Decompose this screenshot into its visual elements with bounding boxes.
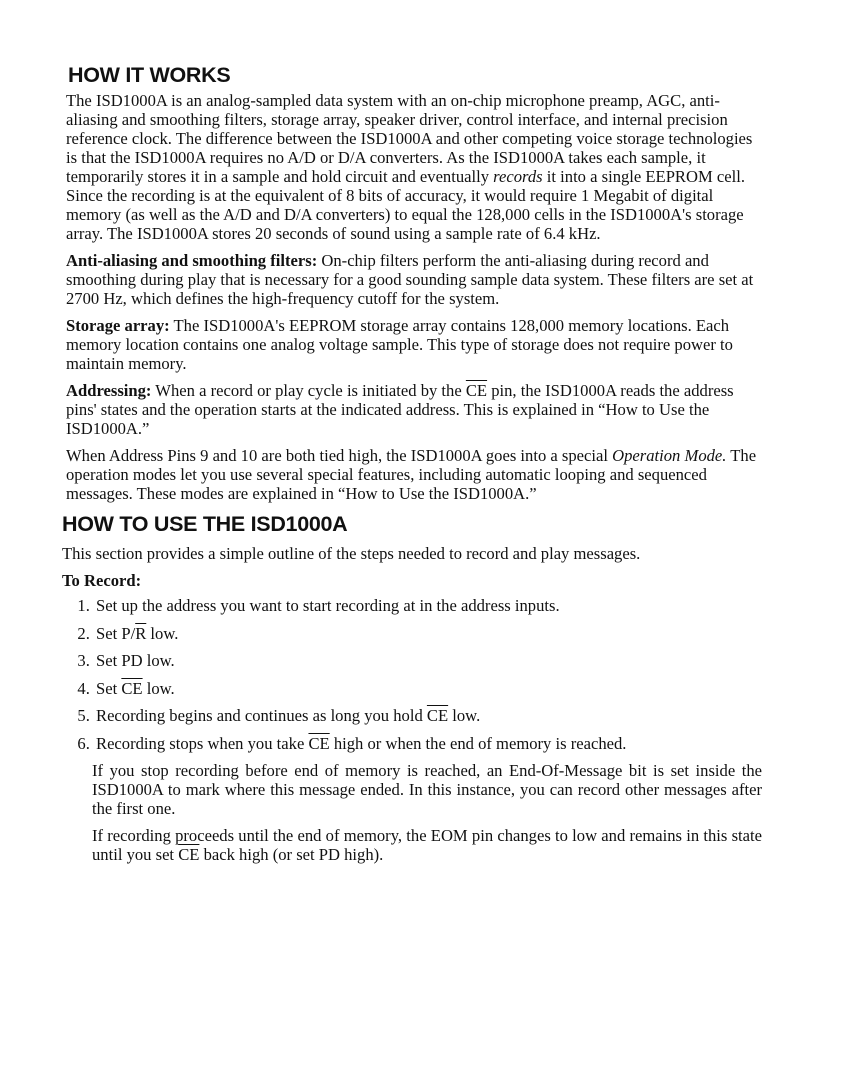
step-2-text-a: Set P/ bbox=[96, 623, 136, 643]
step-4-text-a: Set bbox=[96, 678, 122, 698]
step-6-text-a: Recording stops when you take bbox=[96, 733, 309, 753]
ce-pin-label: $\overline{CE}$ bbox=[121, 678, 143, 698]
ce-pin-label: $\overline{CE}$ bbox=[178, 845, 200, 864]
how-to-use-intro: This section provides a simple outline of the steps needed to record and play messages. bbox=[62, 544, 641, 563]
filters-term: Anti-aliasing and smoothing filters: bbox=[66, 251, 318, 270]
filters-text: On-chip filters perform the anti-aliasing during record and smoothing during play that is necessary for a good sounding sample data system. These filters are set at 2700 Hz, which defines the high-frequency cutoff for the system. bbox=[66, 251, 754, 308]
record-steps-list bbox=[62, 596, 762, 753]
storage-text: The ISD1000A's EEPROM storage array contains 128,000 memory locations. Each memory location contains one analog voltage sample. This type of storage does not require power to maintain memory. bbox=[66, 316, 733, 373]
step-5-text-c: low. bbox=[448, 706, 481, 725]
list-item bbox=[94, 679, 762, 698]
r-pin-label: $\overline{R}$ bbox=[135, 623, 147, 643]
addressing-term: Addressing: bbox=[66, 381, 152, 400]
step-1-text: Set up the address you want to start recording at in the address inputs. bbox=[96, 596, 560, 615]
note2-text-1: If recording proceeds until the end of memory, the EOM pin changes to low and remains in this state until you set bbox=[92, 826, 762, 864]
opmode-text-2: The operation modes let you use several special features, including automatic looping and sequenced messages. These modes are explained in “How to Use the ISD1000A.” bbox=[66, 446, 757, 503]
filters-paragraph bbox=[66, 251, 762, 308]
intro-paragraph bbox=[66, 91, 762, 243]
end-of-message-note: If you stop recording before end of memory is reached, an End-Of-Message bit is set inside the ISD1000A to mark where this message ended. In this instance, you can record other messages after the first one. bbox=[92, 761, 762, 818]
document-page bbox=[62, 63, 762, 872]
ce-pin-label: $\overline{CE}$ bbox=[308, 733, 330, 753]
intro-text-2: it into a single EEPROM cell. Since the recording is at the equivalent of 8 bits of accuracy, it would require 1 Megabit of digital memory (as well as the A/D and D/A converters) to equal the 128,000 cells in the ISD1000A's storage array. The ISD1000A stores 20 seconds of sound using a sample rate of 6.4 kHz. bbox=[66, 167, 745, 243]
section-heading-how-to-use: HOW TO USE THE ISD1000A bbox=[62, 512, 348, 536]
list-item bbox=[94, 651, 762, 670]
opmode-italic: Operation Mode. bbox=[612, 446, 727, 465]
addressing-text-2: pin, the ISD1000A reads the address pins' states and the operation starts at the indicated address. This is explained in “How to Use the ISD1000A.” bbox=[66, 381, 734, 438]
to-record-subheading: To Record: bbox=[62, 571, 142, 590]
step-2-text-c: low. bbox=[146, 623, 179, 643]
list-item bbox=[94, 624, 762, 643]
ce-pin-label: $\overline{CE}$ bbox=[426, 706, 449, 725]
step-6-text-c: high or when the end of memory is reached. bbox=[329, 733, 627, 753]
step-4-text-c: low. bbox=[142, 678, 175, 698]
end-of-memory-note bbox=[92, 826, 762, 864]
storage-term: Storage array: bbox=[66, 316, 170, 335]
addressing-text-1: When a record or play cycle is initiated by the bbox=[151, 381, 466, 400]
ce-pin-label: $\overline{CE}$ bbox=[465, 381, 488, 400]
list-item bbox=[94, 706, 762, 725]
step-3-text: Set PD low. bbox=[96, 651, 175, 670]
section-heading-how-it-works: HOW IT WORKS bbox=[68, 63, 231, 87]
operation-mode-paragraph bbox=[66, 446, 762, 503]
step-5-text-a: Recording begins and continues as long you hold bbox=[96, 706, 427, 725]
list-item bbox=[94, 596, 762, 615]
intro-text-1: The ISD1000A is an analog-sampled data system with an on-chip microphone preamp, AGC, anti-aliasing and smoothing filters, storage array, speaker driver, control interface, and internal precision reference clock. The difference between the ISD1000A and other competing voice storage technologies is that the ISD1000A requires no A/D or D/A converters. As the ISD1000A takes each sample, it temporarily stores it in a sample and hold circuit and eventually bbox=[66, 91, 753, 186]
storage-paragraph bbox=[66, 316, 762, 373]
addressing-paragraph bbox=[66, 381, 762, 438]
opmode-text-1: When Address Pins 9 and 10 are both tied high, the ISD1000A goes into a special bbox=[66, 446, 613, 465]
note2-text-2: back high (or set PD high). bbox=[199, 845, 384, 864]
intro-italic-records: records bbox=[493, 167, 543, 186]
list-item bbox=[94, 734, 762, 753]
